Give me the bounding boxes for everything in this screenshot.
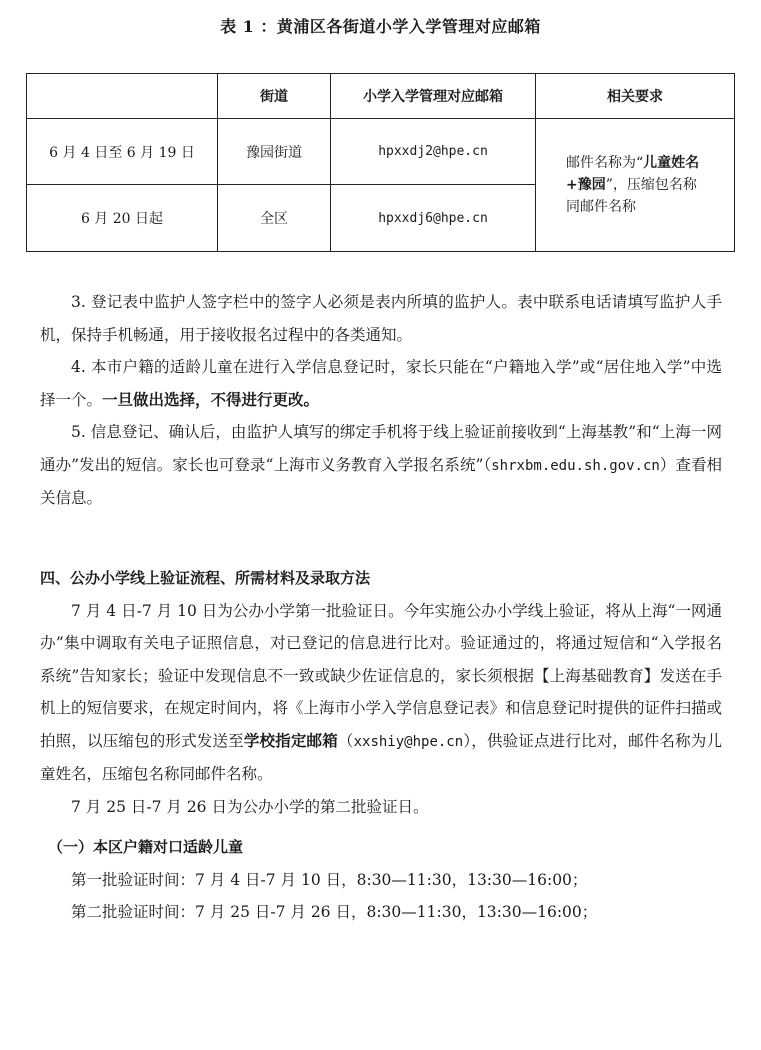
table-header-cell: 街道 xyxy=(218,74,331,119)
table-title: 表 1 ：黄浦区各街道小学入学管理对应邮箱 xyxy=(220,17,541,36)
table-row xyxy=(27,119,735,185)
paragraph-4-text: 4. 本市户籍的适龄儿童在进行入学信息登记时，家长只能在“户籍地入学”或“居住地入学”中选择一个。 xyxy=(40,358,722,409)
paragraph-4-bold: 一旦做出选择，不得进行更改。 xyxy=(102,389,320,409)
sub-heading: （一）本区户籍对口适龄儿童 xyxy=(48,838,244,856)
paragraph-5 xyxy=(40,416,722,515)
table-cell-street: 豫园街道 xyxy=(218,119,331,185)
section-4-text: 7 月 4 日-7 月 10 日为公办小学第一批验证日。今年实施公办小学线上验证，将从上海“一网通办”集中调取有关电子证照信息，对已登记的信息进行比对。验证通过的，将通过短信和“入学报名系统”告知家长；验证中发现信息不一致或缺少佐证信息的，家长须根据【上海基础教育】发送在手机上的短信要求，在规定时间内，将《上海市小学入学信息登记表》和信息登记时提供的证件扫描或拍照，以压缩包的形式发送至 xyxy=(40,601,723,750)
section-4-text: ），供验证点进行比对，邮件名称为儿童姓名，压缩包名称同邮件名称。 xyxy=(40,731,722,783)
school-mailbox-label: 学校指定邮箱 xyxy=(243,730,338,750)
school-email: xxshiy@hpe.cn xyxy=(353,733,464,750)
table-header-cell: 小学入学管理对应邮箱 xyxy=(331,74,536,119)
section-4 xyxy=(40,562,722,929)
table-header-cell xyxy=(27,74,218,119)
notes-block xyxy=(40,286,722,515)
paragraph-4 xyxy=(40,351,722,416)
paragraph-5-text: 5. 信息登记、确认后，由监护人填写的绑定手机将于线上验证前接收到“上海基教”和“上海一网通办”发出的短信。家长也可登录“上海市义务教育入学报名系统”（ xyxy=(40,423,722,474)
requirement-text: 邮件名称为“ xyxy=(566,155,644,171)
section-4-heading: 四、公办小学线上验证流程、所需材料及录取方法 xyxy=(40,569,371,587)
paragraph-3: 3. 登记表中监护人签字栏中的签字人必须是表内所填的监护人。表中联系电话请填写监护人手机，保持手机畅通，用于接收报名过程中的各类通知。 xyxy=(40,293,722,344)
system-url: shrxbm.edu.sh.gov.cn xyxy=(491,457,660,474)
requirement-text: ”，压缩包名称同邮件名称 xyxy=(566,177,697,215)
table-cell-email: hpxxdj6@hpe.cn xyxy=(331,185,536,252)
batch-2-time: 第二批验证时间：7 月 25 日-7 月 26 日，8:30—11:30，13:30—16:00； xyxy=(71,903,598,921)
table-cell-date: 6 月 20 日起 xyxy=(27,185,218,252)
table-cell-requirement xyxy=(536,119,735,252)
section-4-text: （ xyxy=(337,731,354,750)
table-header-cell: 相关要求 xyxy=(536,74,735,119)
mailbox-table xyxy=(26,73,735,252)
table-cell-email: hpxxdj2@hpe.cn xyxy=(331,119,536,185)
table-cell-date: 6 月 4 日至 6 月 19 日 xyxy=(27,119,218,185)
batch-1-time: 第一批验证时间：7 月 4 日-7 月 10 日，8:30—11:30，13:30—16:00； xyxy=(71,870,588,889)
section-4-paragraph-2: 7 月 25 日-7 月 26 日为公办小学的第二批验证日。 xyxy=(71,797,429,816)
table-header-row xyxy=(27,74,735,119)
section-4-paragraph xyxy=(40,595,722,791)
table-cell-street: 全区 xyxy=(218,185,331,252)
requirement-bold: 儿童姓名+豫园 xyxy=(566,155,700,193)
paragraph-5-text: ）查看相关信息。 xyxy=(40,455,722,507)
